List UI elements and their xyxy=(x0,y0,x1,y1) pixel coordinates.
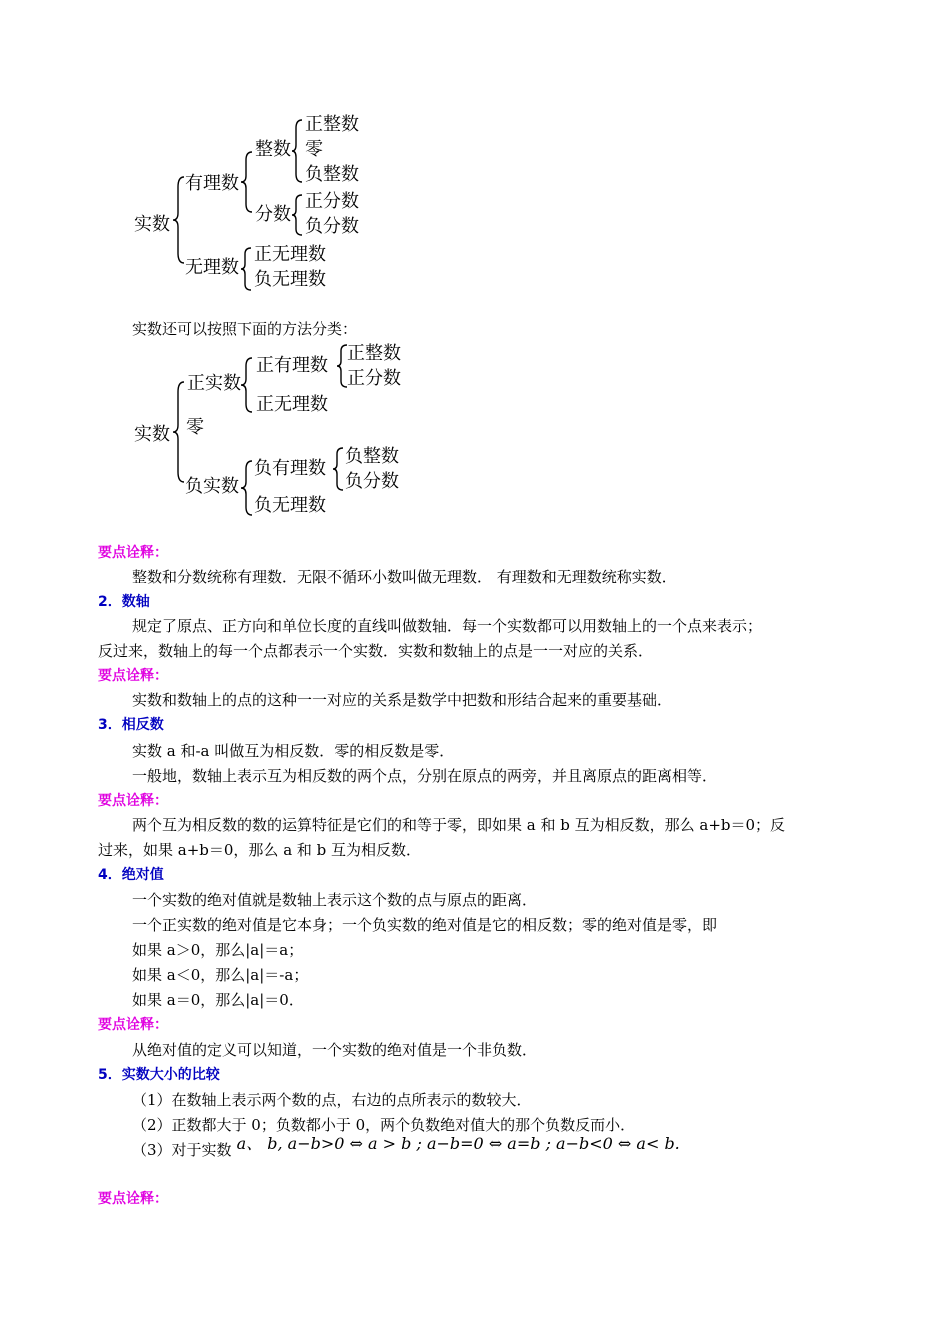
intro-paragraph: 实数还可以按照下面的方法分类： xyxy=(132,320,358,338)
key-note-text: 两个互为相反数的数的运算特征是它们的和等于零，即如果 a 和 b 互为相反数，那么 a+b＝0；反 xyxy=(132,816,786,834)
tree1-neg-irr: 负无理数 xyxy=(254,269,326,290)
tree1-fraction-brace xyxy=(291,193,305,237)
tree2-neg-irr: 负无理数 xyxy=(254,495,326,516)
paragraph: 一个正实数的绝对值是它本身；一个负实数的绝对值是它的相反数；零的绝对值是零，即 xyxy=(132,916,718,934)
key-note-text: 从绝对值的定义可以知道，一个实数的绝对值是一个非负数． xyxy=(132,1041,538,1059)
tree2-neg-real: 负实数 xyxy=(185,476,239,497)
tree2-neg-rational: 负有理数 xyxy=(254,458,326,479)
tree1-pos-irr: 正无理数 xyxy=(254,244,326,265)
tree1-fraction: 分数 xyxy=(255,204,291,225)
tree2-pos-real: 正实数 xyxy=(187,373,241,394)
key-note-label: 要点诠释： xyxy=(98,793,168,809)
tree1-rational: 有理数 xyxy=(185,173,239,194)
tree2-neg-int: 负整数 xyxy=(345,446,399,467)
key-note-text: 整数和分数统称有理数．无限不循环小数叫做无理数． 有理数和无理数统称实数． xyxy=(132,568,677,586)
paragraph: 反过来，数轴上的每一个点都表示一个实数．实数和数轴上的点是一一对应的关系． xyxy=(98,642,654,660)
paragraph: 一个实数的绝对值就是数轴上表示这个数的点与原点的距离． xyxy=(132,891,538,909)
tree2-pos-rational: 正有理数 xyxy=(256,355,328,376)
tree1-neg-int: 负整数 xyxy=(305,164,359,185)
tree2-neg-rational-brace xyxy=(332,446,346,492)
tree1-pos-frac: 正分数 xyxy=(305,191,359,212)
key-note-text: 实数和数轴上的点的这种一一对应的关系是数学中把数和形结合起来的重要基础． xyxy=(132,691,673,709)
key-note-label: 要点诠释： xyxy=(98,545,168,561)
tree1-irrational: 无理数 xyxy=(185,257,239,278)
tree1-root: 实数 xyxy=(134,214,170,235)
section-title-number-line: 2．数轴 xyxy=(98,594,150,610)
tree2-pos-int: 正整数 xyxy=(347,343,401,364)
key-note-label: 要点诠释： xyxy=(98,668,168,684)
tree2-neg-frac: 负分数 xyxy=(345,471,399,492)
case-line: 如果 a＞0，那么|a|＝a； xyxy=(132,941,304,959)
tree1-rational-brace xyxy=(240,150,256,214)
section-title-absolute-value: 4．绝对值 xyxy=(98,867,164,883)
tree2-pos-irr: 正无理数 xyxy=(256,394,328,415)
tree1-irrational-brace xyxy=(240,246,254,292)
tree1-neg-frac: 负分数 xyxy=(305,216,359,237)
tree2-zero: 零 xyxy=(186,417,204,438)
tree1-integer-brace xyxy=(291,118,305,184)
key-note-label: 要点诠释： xyxy=(98,1191,168,1207)
tree2-pos-frac: 正分数 xyxy=(347,368,401,389)
tree1-integer: 整数 xyxy=(255,139,291,160)
tree1-pos-int: 正整数 xyxy=(305,114,359,135)
case-line: 如果 a＜0，那么|a|＝-a； xyxy=(132,966,309,984)
section-title-opposite-numbers: 3．相反数 xyxy=(98,717,164,733)
tree2-root: 实数 xyxy=(134,424,170,445)
list-item: （2）正数都大于 0；负数都小于 0，两个负数绝对值大的那个负数反而小． xyxy=(132,1116,636,1134)
section-title-comparing-reals: 5．实数大小的比较 xyxy=(98,1067,220,1083)
tree1-zero: 零 xyxy=(305,139,323,160)
list-item: （1）在数轴上表示两个数的点，右边的点所表示的数较大． xyxy=(132,1091,532,1109)
comparison-formula: a、 b, a−b>0 ⇔ a > b ; a−b=0 ⇔ a=b ; a−b<0 ⇔ a< b. xyxy=(236,1134,680,1153)
paragraph: 规定了原点、正方向和单位长度的直线叫做数轴．每一个实数都可以用数轴上的一个点来表示； xyxy=(132,617,763,635)
tree2-pos-real-brace xyxy=(240,356,256,414)
key-note-text: 过来，如果 a+b＝0，那么 a 和 b 互为相反数． xyxy=(98,841,422,859)
list-item xyxy=(132,1134,680,1161)
list-item-text: （3）对于实数 xyxy=(132,1141,232,1159)
case-line: 如果 a＝0，那么|a|＝0． xyxy=(132,991,304,1009)
paragraph: 实数 a 和-a 叫做互为相反数．零的相反数是零． xyxy=(132,742,455,760)
key-note-label: 要点诠释： xyxy=(98,1017,168,1033)
paragraph: 一般地，数轴上表示互为相反数的两个点，分别在原点的两旁，并且离原点的距离相等． xyxy=(132,767,718,785)
